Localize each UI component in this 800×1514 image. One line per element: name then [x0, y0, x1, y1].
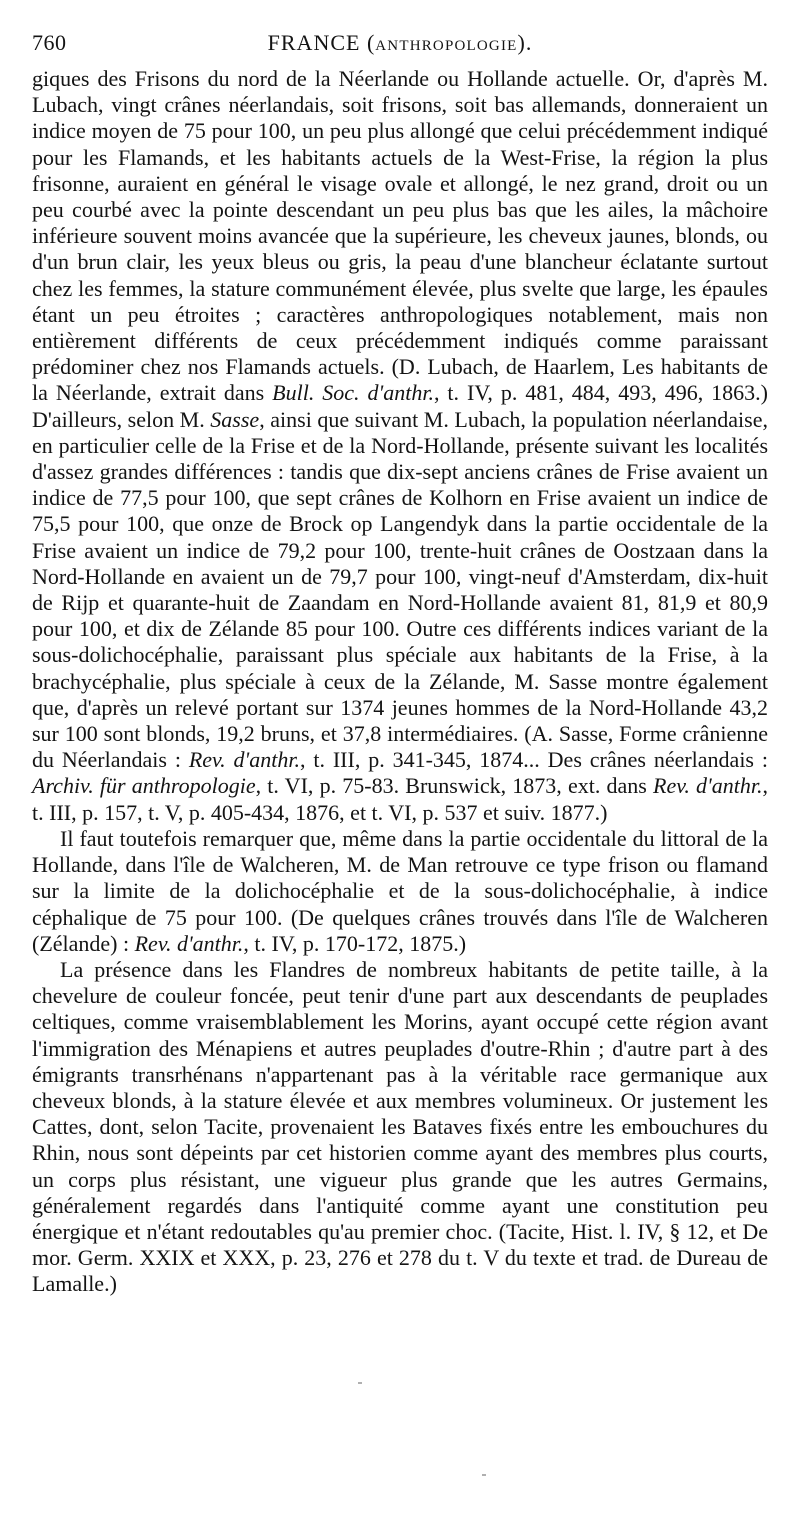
text-run: , t. VI, p. 75-83. Brunswick, 1873, ext. dans — [255, 773, 654, 799]
italic-citation: Rev. d'anthr. — [188, 747, 300, 773]
running-title-paren-open: ( — [360, 30, 376, 55]
paragraph-2 — [32, 826, 768, 957]
italic-citation: Rev. d'anthr. — [653, 773, 763, 799]
paragraph-1 — [32, 66, 768, 826]
running-title-paren-close: ). — [517, 30, 533, 55]
text-run: , ainsi que suivant M. Lubach, la population néerlandaise, en particulier celle de la Frise et de la Nord-Hollande, présente suivant les localités d'assez grandes différences : tandis que dix-sept anciens crânes de Frise avaient un indice de 77,5 pour 100, que sept crânes de Kolhorn en Frise avaient un indice de 75,5 pour 100, que onze de Brock op Langendyk dans la partie occidentale de la Frise avaient un indice de 79,2 pour 100, trente-huit crânes de Oostzaan dans la Nord-Hollande en avaient un de 79,7 pour 100, vingt-neuf d'Amsterdam, dix-huit de Rijp et quarante-huit de Zaandam en Nord-Hollande avaient 81, 81,9 et 80,9 pour 100, et dix de Zélande 85 pour 100. Outre ces différents indices variant de la sous-dolichocéphalie, paraissant plus spéciale aux habitants de la Frise, à la brachycéphalie, plus spéciale à ceux de la Zélande, M. Sasse montre également que, d'après un relevé portant sur 1374 jeunes hommes de la Nord-Hollande 43,2 sur 100 sont blonds, 19,2 bruns, et 37,8 intermédiaires. (A. Sasse, Forme crânienne du Néerlandais : — [32, 406, 768, 773]
text-run: , t. IV, p. 170-172, 1875.) — [243, 930, 467, 956]
italic-citation: Sasse — [210, 406, 260, 432]
text-run: , t. III, p. 157, t. V, p. 405-434, 1876, et t. VI, p. 537 et suiv. 1877.) — [32, 773, 768, 825]
italic-citation: Bull. Soc. d'anthr. — [272, 380, 434, 406]
text-run: , t. IV, p. 481, 484, 493, 496, 1863.) D'ailleurs, selon M. — [32, 380, 769, 432]
running-title-sub: ANTHROPOLOGIE — [375, 38, 518, 54]
italic-citation: Rev. d'anthr. — [134, 930, 244, 956]
italic-citation: Archiv. für anthropologie — [32, 773, 256, 799]
text-run: La présence dans les Flandres de nombreux habitants de petite taille, à la chevelure de couleur foncée, peut tenir d'une part aux descendants de peuplades celtiques, comme vraisemblablement les Morins, ayant occupé cette région avant l'immigration des Ménapiens et autres peuplades d'outre-Rhin ; d'autre part à des émigrants transrhénans n'appartenant pas à la véritable race germanique aux cheveux blonds, à la stature élevée et aux membres volumineux. Or justement les Cattes, dont, selon Tacite, provenaient les Bataves fixés entre les embouchures du Rhin, nous sont dépeints par cet historien comme ayant des membres plus courts, un corps plus résistant, une vigueur plus grande que les autres Germains, généralement regardés dans l'antiquité comme ayant une constitution peu énergique et n'étant redoutables qu'au premier choc. (Tacite, Hist. l. IV, § 12, et De mor. Germ. XXIX et XXX, p. 23, 276 et 278 du t. V du texte et trad. de Dureau de Lamalle.) — [32, 956, 768, 1297]
body-text — [32, 66, 768, 1298]
text-run: Il faut toutefois remarquer que, même dans la partie occidentale du littoral de la Hollande, dans l'île de Walcheren, M. de Man retrouve ce type frison ou flamand sur la limite de la dolichocéphalie et de la sous-dolichocéphalie, à indice céphalique de 75 pour 100. (De quelques crânes trouvés dans l'île de Walcheren (Zélande) : — [32, 825, 768, 956]
text-run: giques des Frisons du nord de la Néerlande ou Hollande actuelle. Or, d'après M. Lubach, vingt crânes néerlandais, soit frisons, soit bas allemands, donneraient un indice moyen de 75 pour 100, un peu plus allongé que celui précédemment indiqué pour les Flamands, et les habitants actuels de la West-Frise, la région la plus frisonne, auraient en général le visage ovale et allongé, le nez grand, droit ou un peu courbé avec la pointe descendant un peu plus bas que les ailes, la mâchoire inférieure souvent moins avancée que la supérieure, les cheveux jaunes, blonds, ou d'un brun clair, les yeux bleus ou gris, la peau d'une blancheur éclatante surtout chez les femmes, la stature communément élevée, plus svelte que large, les épaules étant un peu étroites ; caractères anthropologiques notablement, mais non entièrement différents de ceux précédemment indiqués comme paraissant prédominer chez nos Flamands actuels. (D. Lubach, de Haarlem, Les habitants de la Néerlande, extrait dans — [32, 66, 768, 406]
running-title — [32, 30, 768, 56]
print-speck — [482, 1474, 486, 1476]
print-speck — [358, 1382, 362, 1384]
running-header — [32, 30, 768, 56]
running-title-main: FRANCE — [267, 30, 361, 55]
page-number: 760 — [32, 30, 67, 55]
text-run: , t. III, p. 341-345, 1874... Des crânes néerlandais : — [299, 747, 768, 773]
paragraph-3 — [32, 957, 768, 1298]
book-page — [28, 0, 768, 1514]
